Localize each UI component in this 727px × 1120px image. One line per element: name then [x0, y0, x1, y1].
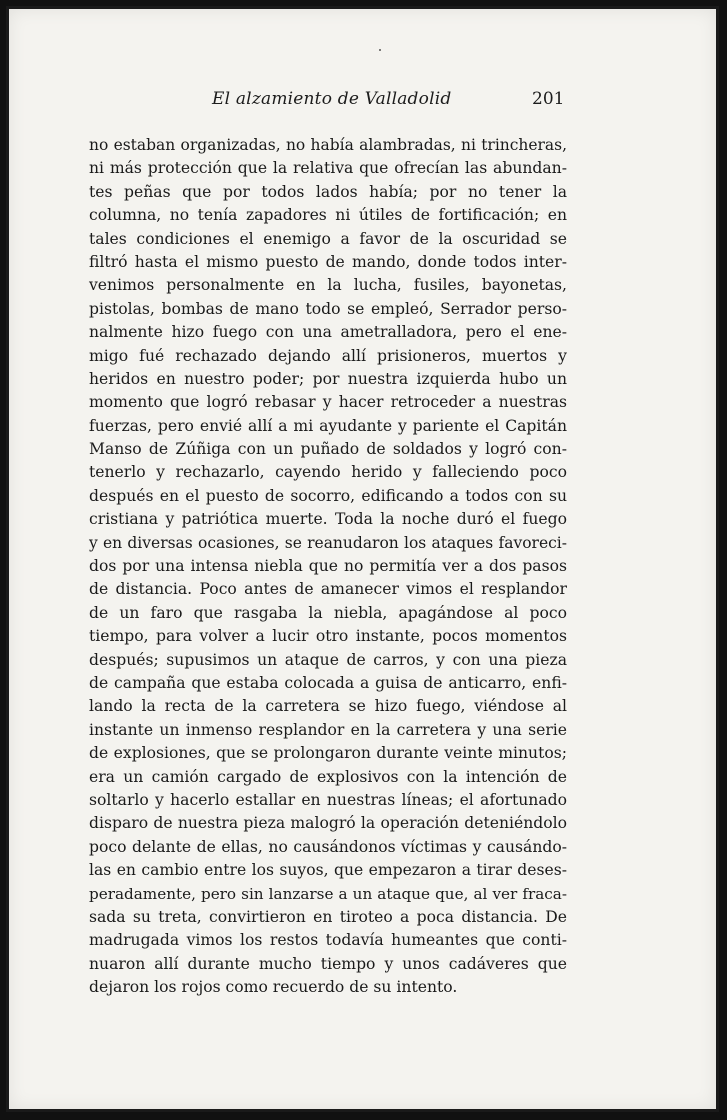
text-line: sada su treta, convirtieron en tiroteo a poca distancia. De — [89, 907, 567, 926]
text-line: heridos en nuestro poder; por nuestra izquierda hubo un — [89, 369, 567, 388]
text-line: tes peñas que por todos lados había; por no tener la — [89, 182, 567, 201]
text-line: migo fué rechazado dejando allí prisioneros, muertos y — [89, 346, 567, 365]
text-line: de campaña que estaba colocada a guisa de anticarro, enfi- — [89, 673, 567, 692]
text-line: de distancia. Poco antes de amanecer vimos el resplandor — [89, 580, 567, 599]
page-number: 201 — [532, 89, 565, 109]
text-line: era un camión cargado de explosivos con la intención de — [89, 767, 567, 786]
text-line: después; supusimos un ataque de carros, y con una pieza — [89, 650, 567, 669]
text-line: peradamente, pero sin lanzarse a un ataque que, al ver fraca- — [89, 884, 567, 903]
text-line: lando la recta de la carretera se hizo fuego, viéndose al — [89, 697, 567, 716]
text-line: tiempo, para volver a lucir otro instante, pocos momentos — [89, 627, 567, 646]
text-line: disparo de nuestra pieza malogró la operación deteniéndolo — [89, 814, 567, 833]
text-line: de un faro que rasgaba la niebla, apagándose al poco — [89, 603, 567, 622]
text-line: nalmente hizo fuego con una ametralladora, pero el ene- — [89, 323, 567, 342]
text-line: nuaron allí durante mucho tiempo y unos cadáveres que — [89, 954, 567, 973]
text-line: momento que logró rebasar y hacer retroceder a nuestras — [89, 393, 567, 412]
text-line: venimos personalmente en la lucha, fusiles, bayonetas, — [89, 276, 567, 295]
text-line: de explosiones, que se prolongaron durante veinte minutos; — [89, 744, 567, 763]
body-text — [89, 134, 567, 999]
text-line: pistolas, bombas de mano todo se empleó, Serrador perso- — [89, 299, 567, 318]
text-line: dos por una intensa niebla que no permitía ver a dos pasos — [89, 557, 567, 576]
running-title: El alzamiento de Valladolid — [212, 89, 452, 109]
text-line: las en cambio entre los suyos, que empezaron a tirar deses- — [89, 861, 567, 880]
text-line: no estaban organizadas, no había alambradas, ni trincheras, — [89, 136, 567, 154]
text-line: soltarlo y hacerlo estallar en nuestras líneas; el afortunado — [89, 790, 567, 809]
text-line: cristiana y patriótica muerte. Toda la noche duró el fuego — [89, 510, 567, 529]
text-line: tenerlo y rechazarlo, cayendo herido y falleciendo poco — [89, 463, 567, 482]
text-line: después en el puesto de socorro, edificando a todos con su — [89, 486, 567, 505]
book-page — [6, 6, 719, 1112]
text-line: poco delante de ellas, no causándonos víctimas y causándo- — [89, 837, 567, 856]
text-line: y en diversas ocasiones, se reanudaron los ataques favoreci- — [89, 533, 567, 552]
text-line: ni más protección que la relativa que ofrecían las abundan- — [89, 159, 567, 178]
text-line: fuerzas, pero envié allí a mi ayudante y pariente el Capitán — [89, 416, 567, 435]
paper-speck — [379, 49, 381, 51]
text-line: columna, no tenía zapadores ni útiles de fortificación; en — [89, 206, 567, 225]
text-line: madrugada vimos los restos todavía humeantes que conti- — [89, 931, 567, 950]
text-line: tales condiciones el enemigo a favor de la oscuridad se — [89, 229, 567, 248]
text-line: instante un inmenso resplandor en la carretera y una serie — [89, 720, 567, 739]
running-header — [9, 89, 716, 119]
text-line: filtró hasta el mismo puesto de mando, donde todos inter- — [89, 252, 567, 271]
text-line: Manso de Zúñiga con un puñado de soldados y logró con- — [89, 440, 567, 459]
text-line: dejaron los rojos como recuerdo de su intento. — [89, 978, 458, 997]
